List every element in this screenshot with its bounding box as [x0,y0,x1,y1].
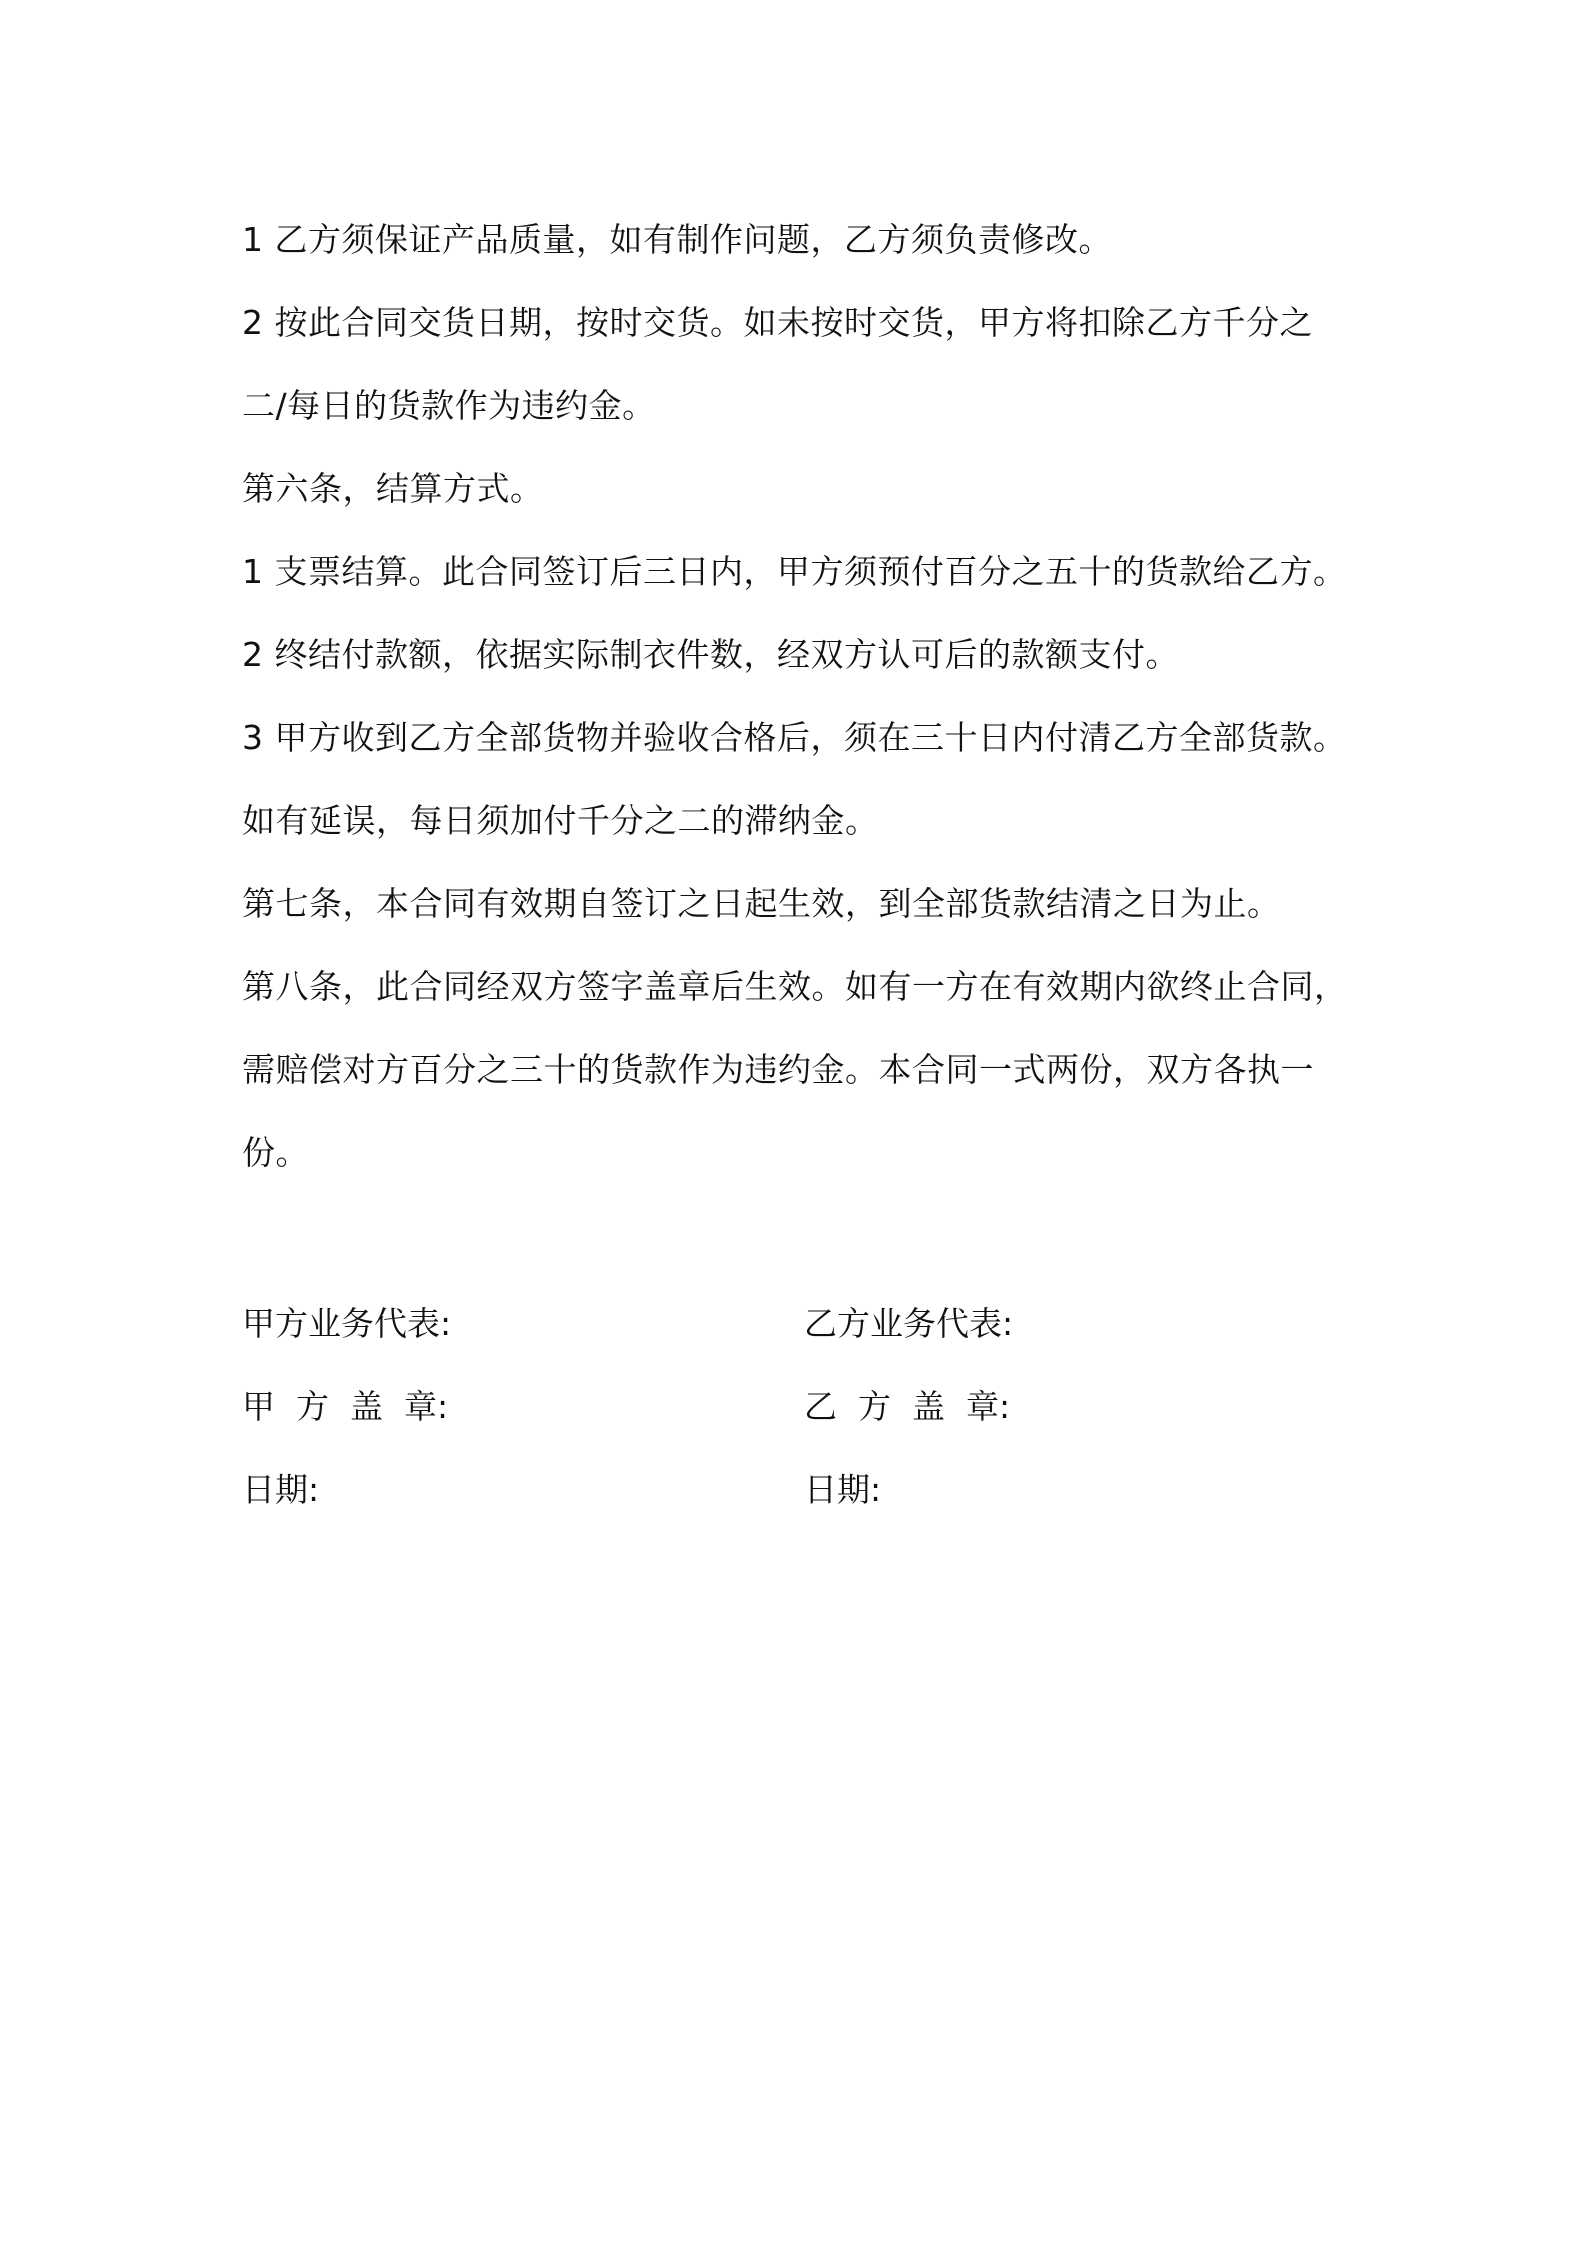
party-a-representative-label: 甲方业务代表: [242,1304,452,1343]
signature-row-representative [242,1282,1352,1365]
contract-body [242,198,1352,1194]
clause-quality: 1 乙方须保证产品质量，如有制作问题，乙方须负责修改。 [242,220,1112,259]
article-7: 第七条，本合同有效期自签订之日起生效，到全部货款结清之日为止。 [242,884,1281,923]
article-6-heading: 第六条，结算方式。 [242,469,544,508]
party-b-representative-label: 乙方业务代表: [804,1304,1014,1343]
party-a-seal-label: 甲 方 盖 章: [242,1387,449,1426]
signature-block [242,1282,1352,1531]
signature-row-seal [242,1365,1352,1448]
clause-delivery-penalty: 2 按此合同交货日期，按时交货。如未按时交货，甲方将扣除乙方千分之二/每日的货款作为违约金。 [242,303,1313,425]
clause-final-payment: 2 终结付款额，依据实际制衣件数，经双方认可后的款额支付。 [242,635,1179,674]
party-b-seal-label: 乙 方 盖 章: [804,1387,1011,1426]
article-8: 第八条，此合同经双方签字盖章后生效。如有一方在有效期内欲终止合同，需赔偿对方百分之三十的货款作为违约金。本合同一式两份，双方各执一份。 [242,967,1348,1172]
signature-row-date [242,1448,1352,1531]
clause-payment-deadline: 3 甲方收到乙方全部货物并验收合格后，须在三十日内付清乙方全部货款。如有延误，每日须加付千分之二的滞纳金。 [242,718,1347,840]
party-a-date-label: 日期: [242,1470,320,1509]
clause-check-settlement: 1 支票结算。此合同签订后三日内，甲方须预付百分之五十的货款给乙方。 [242,552,1347,591]
party-b-date-label: 日期: [804,1470,882,1509]
